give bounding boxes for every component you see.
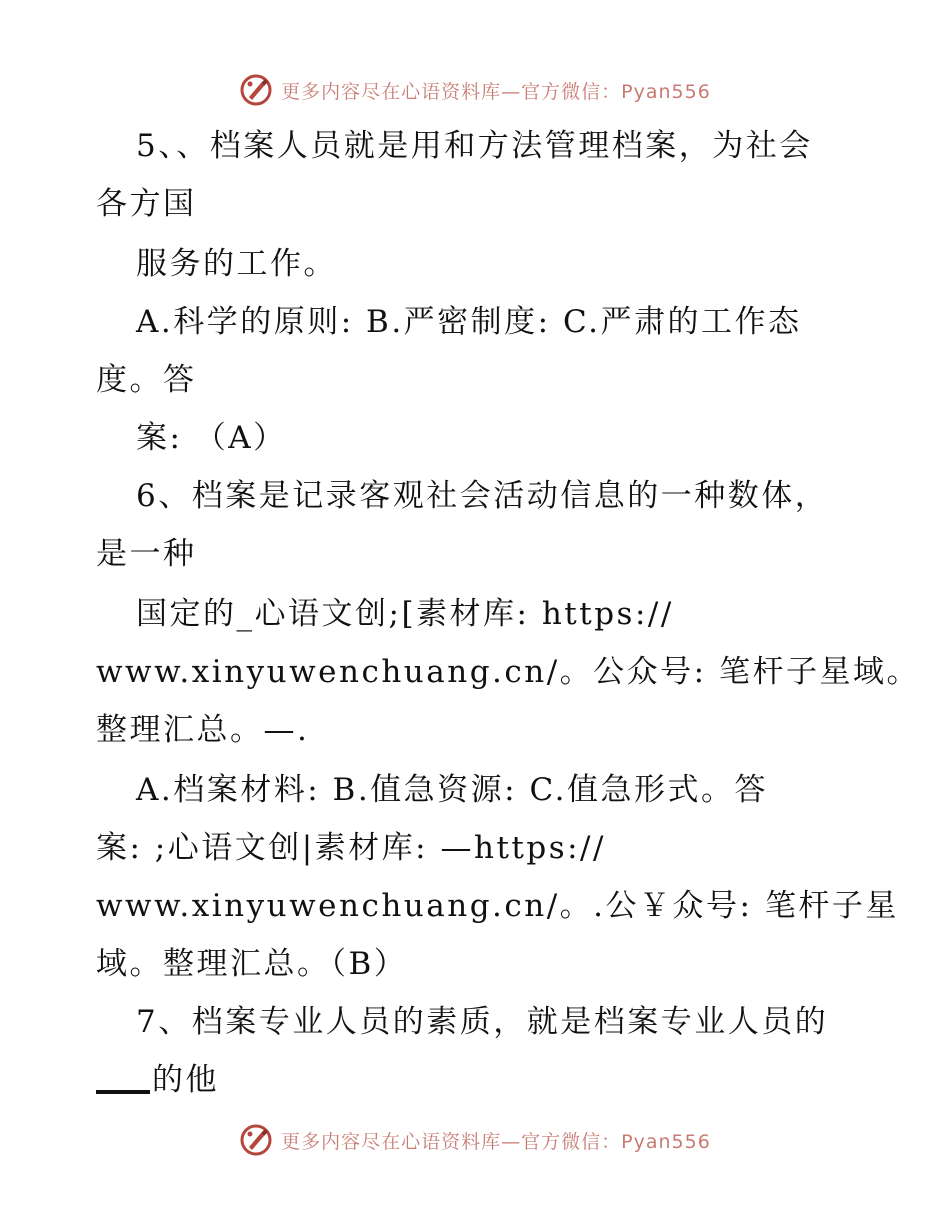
text-line: 的他 — [152, 1062, 219, 1098]
text-line: 案: ;心语文创|素材库: —https:// — [96, 830, 606, 866]
fill-in-blank — [96, 1090, 150, 1094]
footer-banner — [0, 1120, 950, 1160]
banner-wechat-id: Pyan556 — [621, 1130, 711, 1153]
text-line: A.科学的原则: B.严密制度: C.严肃的工作态 — [136, 304, 802, 340]
pen-seal-icon — [239, 1123, 273, 1157]
text-line: 6、档案是记录客观社会活动信息的一种数体， — [136, 478, 829, 514]
text-line: 度。答 — [96, 362, 197, 398]
text-line: www.xinyuwenchuang.cn/。公众号: 笔杆子星域。 — [96, 654, 920, 690]
text-line: 服务的工作。 — [136, 246, 337, 282]
text-line: 是一种 — [96, 536, 197, 572]
text-line: 整理汇总。—. — [96, 712, 310, 748]
text-line-with-blank — [96, 1060, 219, 1100]
text-line: 5、、档案人员就是用和方法管理档案，为社会 — [136, 128, 813, 164]
text-line: A.档案材料: B.值急资源: C.值急形式。答 — [136, 772, 768, 808]
text-line: 7、档案专业人员的素质，就是档案专业人员的 — [136, 1004, 829, 1040]
text-line: 域。整理汇总。（B） — [96, 946, 408, 982]
banner-wechat-id: Pyan556 — [621, 80, 711, 103]
text-line: www.xinyuwenchuang.cn/。.公￥众号: 笔杆子星 — [96, 888, 899, 924]
text-line: 国定的_心语文创;[素材库: https:// — [136, 596, 674, 632]
text-line: 各方国 — [96, 186, 197, 222]
text-line: 案: （A） — [136, 420, 287, 456]
banner-title: 更多内容尽在心语资料库—官方微信： — [281, 1130, 622, 1153]
banner-title: 更多内容尽在心语资料库—官方微信： — [281, 80, 622, 103]
